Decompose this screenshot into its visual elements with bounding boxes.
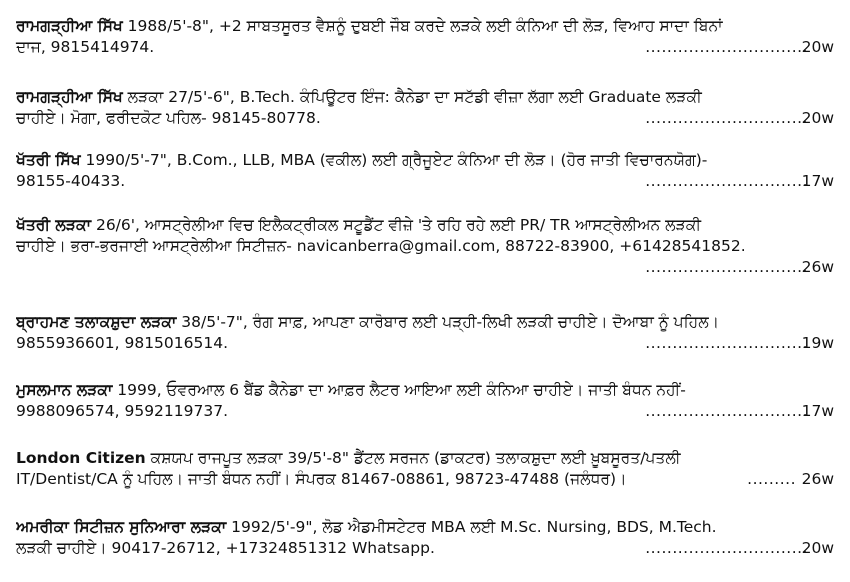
ad-contact: ਚਾਹੀਏ। ਭਰਾ-ਭਰਜਾਈ ਆਸਟ੍ਰੇਲੀਆ ਸਿਟੀਜ਼ਨ- navicanberra@gmail.com, 88722-83900, +61428541852. [16, 237, 746, 255]
dot-leader: .............................. [645, 334, 808, 352]
ad-line-2 [16, 538, 834, 559]
ad-line-1 [16, 380, 834, 401]
ad-contact: ਦਾਜ, 9815414974. [16, 38, 155, 56]
ad-line-1 [16, 16, 834, 37]
dot-leader: .............................. [645, 172, 808, 190]
ad-line-2 [16, 469, 834, 490]
ad-3 [16, 150, 834, 192]
ad-contact: 98155-40433. [16, 172, 126, 190]
ad-8 [16, 517, 834, 559]
ad-heading: London Citizen [16, 449, 146, 467]
ad-heading: ਰਾਮਗੜ੍ਹੀਆ ਸਿੱਖ [16, 17, 123, 35]
ad-7 [16, 448, 834, 490]
ad-line-2 [16, 401, 834, 422]
ad-code: 17w [801, 402, 834, 420]
ad-text: 1999, ਓਵਰਆਲ 6 ਬੈਂਡ ਕੈਨੇਡਾ ਦਾ ਆਫ਼ਰ ਲੈਟਰ ਆਇਆ ਲਈ ਕੰਨਿਆ ਚਾਹੀਏ। ਜਾਤੀ ਬੰਧਨ ਨਹੀਂ- [112, 381, 686, 399]
ad-heading: ਅਮਰੀਕਾ ਸਿਟੀਜ਼ਨ ਸੁਨਿਆਰਾ ਲੜਕਾ [16, 518, 227, 536]
dot-leader: ......... [747, 470, 796, 488]
ad-text: ਕਸ਼ਯਪ ਰਾਜਪੂਤ ਲੜਕਾ 39/5'-8" ਡੈਂਟਲ ਸਰਜਨ (ਡਾਕਟਰ) ਤਲਾਕਸ਼ੁਦਾ ਲਈ ਖ਼ੂਬਸੂਰਤ/ਪਤਲੀ [145, 449, 681, 467]
ad-line-1 [16, 448, 834, 469]
ad-4 [16, 215, 834, 278]
ad-line-2 [16, 108, 834, 129]
dot-leader: .............................. [645, 109, 808, 127]
dot-leader: .............................. [645, 38, 808, 56]
ad-line-1 [16, 517, 834, 538]
ad-contact: IT/Dentist/CA ਨੂੰ ਪਹਿਲ। ਜਾਤੀ ਬੰਧਨ ਨਹੀਂ। ਸੰਪਰਕ 81467-08861, 98723-47488 (ਜਲੰਧਰ)। [16, 470, 627, 488]
ad-contact: 9855936601, 9815016514. [16, 334, 229, 352]
ad-code: 26w [801, 470, 834, 488]
ad-text: 26/6', ਆਸਟ੍ਰੇਲੀਆ ਵਿਚ ਇਲੈਕਟ੍ਰੀਕਲ ਸਟੂਡੈਂਟ ਵੀਜ਼ੇ 'ਤੇ ਰਹਿ ਰਹੇ ਲਈ PR/ TR ਆਸਟ੍ਰੇਲੀਅਨ ਲੜਕੀ [91, 216, 702, 234]
ad-line-3 [16, 257, 834, 278]
ad-heading: ਬ੍ਰਾਹਮਣ ਤਲਾਕਸ਼ੁਦਾ ਲੜਕਾ [16, 313, 177, 331]
ad-contact: ਲੜਕੀ ਚਾਹੀਏ। 90417-26712, +17324851312 Whatsapp. [16, 539, 435, 557]
ad-line-2 [16, 171, 834, 192]
ad-code: 19w [801, 334, 834, 352]
dot-leader: .............................. [645, 402, 808, 420]
ad-line-1 [16, 215, 834, 236]
ad-code: 17w [801, 172, 834, 190]
ad-heading: ਮੁਸਲਮਾਨ ਲੜਕਾ [16, 381, 113, 399]
ad-text: 1990/5'-7", B.Com., LLB, MBA (ਵਕੀਲ) ਲਈ ਗ੍ਰੈਜੂਏਟ ਕੰਨਿਆ ਦੀ ਲੋੜ। (ਹੋਰ ਜਾਤੀ ਵਿਚਾਰਨਯੋਗ)- [80, 151, 708, 169]
dot-leader: .............................. [645, 258, 808, 276]
dot-leader: .............................. [645, 539, 808, 557]
ad-line-1 [16, 87, 834, 108]
ad-line-1 [16, 150, 834, 171]
ad-line-2 [16, 333, 834, 354]
ad-1 [16, 16, 834, 58]
ad-code: 20w [801, 539, 834, 557]
ad-code: 26w [801, 258, 834, 276]
ad-5 [16, 312, 834, 354]
ad-text: 38/5'-7", ਰੰਗ ਸਾਫ਼, ਆਪਣਾ ਕਾਰੋਬਾਰ ਲਈ ਪੜ੍ਹੀ-ਲਿਖੀ ਲੜਕੀ ਚਾਹੀਏ। ਦੋਆਬਾ ਨੂੰ ਪਹਿਲ। [176, 313, 720, 331]
ad-2 [16, 87, 834, 129]
ad-text: ਲੜਕਾ 27/5'-6", B.Tech. ਕੰਪਿਊਟਰ ਇੰਜ: ਕੈਨੇਡਾ ਦਾ ਸਟੱਡੀ ਵੀਜ਼ਾ ਲੱਗਾ ਲਈ Graduate ਲੜਕੀ [122, 88, 702, 106]
ad-heading: ਖੱਤਰੀ ਲੜਕਾ [16, 216, 92, 234]
ad-heading: ਰਾਮਗੜ੍ਹੀਆ ਸਿੱਖ [16, 88, 123, 106]
ad-line-2 [16, 37, 834, 58]
ad-6 [16, 380, 834, 422]
ad-text: 1988/5'-8", +2 ਸਾਬਤਸੂਰਤ ਵੈਸ਼ਨੂੰ ਦੁਬਈ ਜੌਬ ਕਰਦੇ ਲੜਕੇ ਲਈ ਕੰਨਿਆ ਦੀ ਲੋੜ, ਵਿਆਹ ਸਾਦਾ ਬਿਨਾਂ [122, 17, 723, 35]
ad-code: 20w [801, 38, 834, 56]
ad-line-1 [16, 312, 834, 333]
ad-contact: ਚਾਹੀਏ। ਮੋਗਾ, ਫਰੀਦਕੋਟ ਪਹਿਲ- 98145-80778. [16, 109, 321, 127]
ad-contact: 9988096574, 9592119737. [16, 402, 229, 420]
ad-text: 1992/5'-9", ਲੋਡ ਐਡਮੀਸਟੇਟਰ MBA ਲਈ M.Sc. Nursing, BDS, M.Tech. [226, 518, 717, 536]
ad-line-2 [16, 236, 834, 257]
ad-code: 20w [801, 109, 834, 127]
ad-heading: ਖੱਤਰੀ ਸਿੱਖ [16, 151, 81, 169]
